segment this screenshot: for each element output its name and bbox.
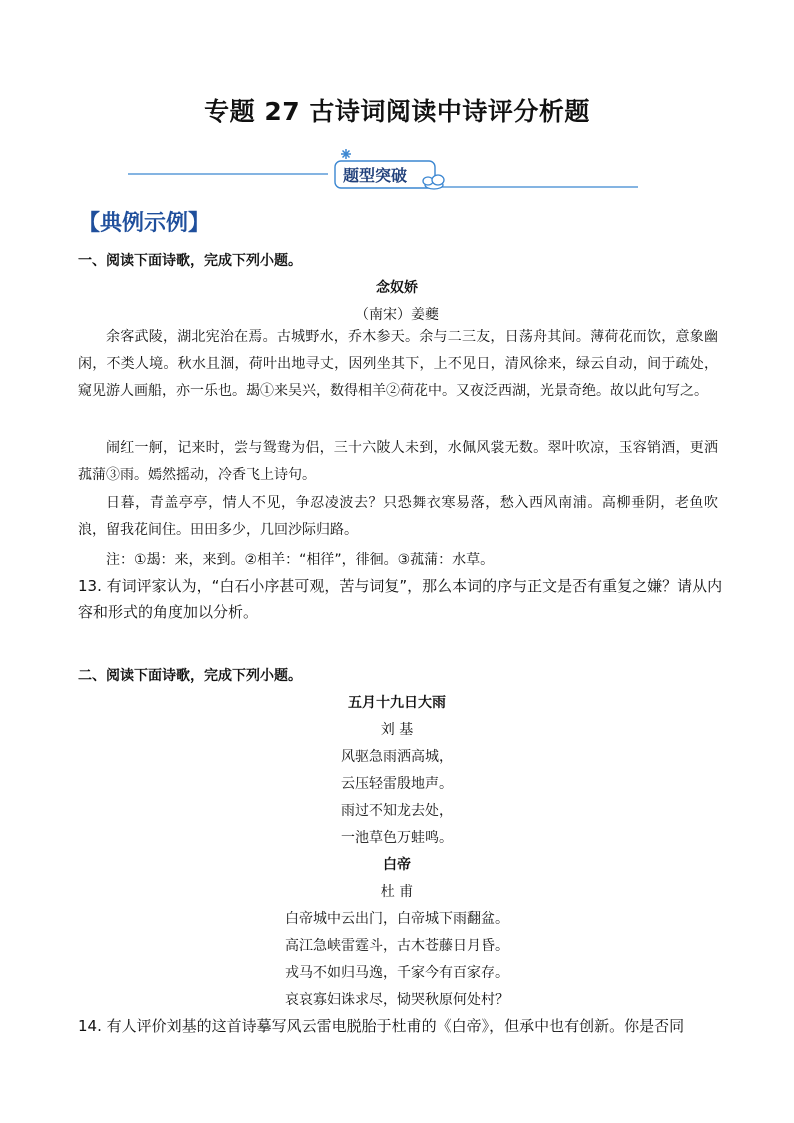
section-label: 【典例示例】	[78, 211, 211, 236]
part1-stanza-1: 闹红一舸，记来时，尝与鸳鸯为侣，三十六陂人未到，水佩风裳无数。翠叶吹凉，玉容销酒，更洒菰蒲③雨。嫣然摇动，冷香飞上诗句。	[78, 440, 718, 483]
part1-author: （南宋）姜夔	[355, 307, 439, 323]
poem1-author: 刘 基	[380, 722, 414, 738]
part1-heading: 一、阅读下面诗歌，完成下列小题。	[78, 253, 302, 269]
part1-preface: 余客武陵，湖北宪治在焉。古城野水，乔木参天。余与二三友，日荡舟其间。薄荷花而饮，意象幽闲，不类人境。秋水且涸，荷叶出地寻丈，因列坐其下，上不见日，清风徐来，绿云自动，间于疏处，窥见游人画船，亦一乐也。朅①来吴兴，数得相羊②荷花中。又夜泛西湖，光景奇绝。故以此句写之。	[78, 329, 718, 399]
poem1-title: 五月十九日大雨	[348, 695, 446, 711]
poem1-line: 一池草色万蛙鸣。	[341, 830, 453, 846]
poem2-line: 戎马不如归马逸，千家今有百家存。	[285, 965, 509, 981]
poem1-line: 雨过不知龙去处，	[341, 803, 453, 819]
part1-note: 注：①朅：来，来到。②相羊：“相徉”，徘徊。③菰蒲：水草。	[106, 552, 495, 568]
poem2-author: 杜 甫	[380, 884, 414, 900]
poem2-title: 白帝	[383, 857, 411, 873]
poem1-line: 风驱急雨洒高城，	[341, 749, 453, 765]
cloud-icon	[423, 175, 444, 189]
banner-label: 题型突破	[343, 166, 408, 185]
part1-stanza-2: 日暮，青盖亭亭，情人不见，争忍凌波去？只恐舞衣寒易落，愁入西风南浦。高柳垂阴，老鱼吹浪，留我花间住。田田多少，几回沙际归路。	[78, 495, 718, 538]
poem2-line: 哀哀寡妇诛求尽，恸哭秋原何处村？	[285, 992, 509, 1008]
poem2-line: 白帝城中云出门，白帝城下雨翻盆。	[285, 911, 509, 927]
part1-poem-title: 念奴娇	[376, 280, 418, 296]
poem2-line: 高江急峡雷霆斗，古木苍藤日月昏。	[285, 938, 509, 954]
poem1-line: 云压轻雷殷地声。	[341, 776, 453, 792]
sparkle-icon	[341, 149, 351, 159]
page-title: 专题 27 古诗词阅读中诗评分析题	[204, 97, 590, 126]
part2-heading: 二、阅读下面诗歌，完成下列小题。	[78, 668, 302, 684]
question-14: 14. 有人评价刘基的这首诗摹写风云雷电脱胎于杜甫的《白帝》，但承中也有创新。你是否同	[78, 1017, 685, 1035]
question-13: 13. 有词评家认为，“白石小序甚可观，苦与词复”，那么本词的序与正文是否有重复之嫌？请从内容和形式的角度加以分析。	[78, 577, 723, 621]
section-banner	[128, 145, 640, 191]
